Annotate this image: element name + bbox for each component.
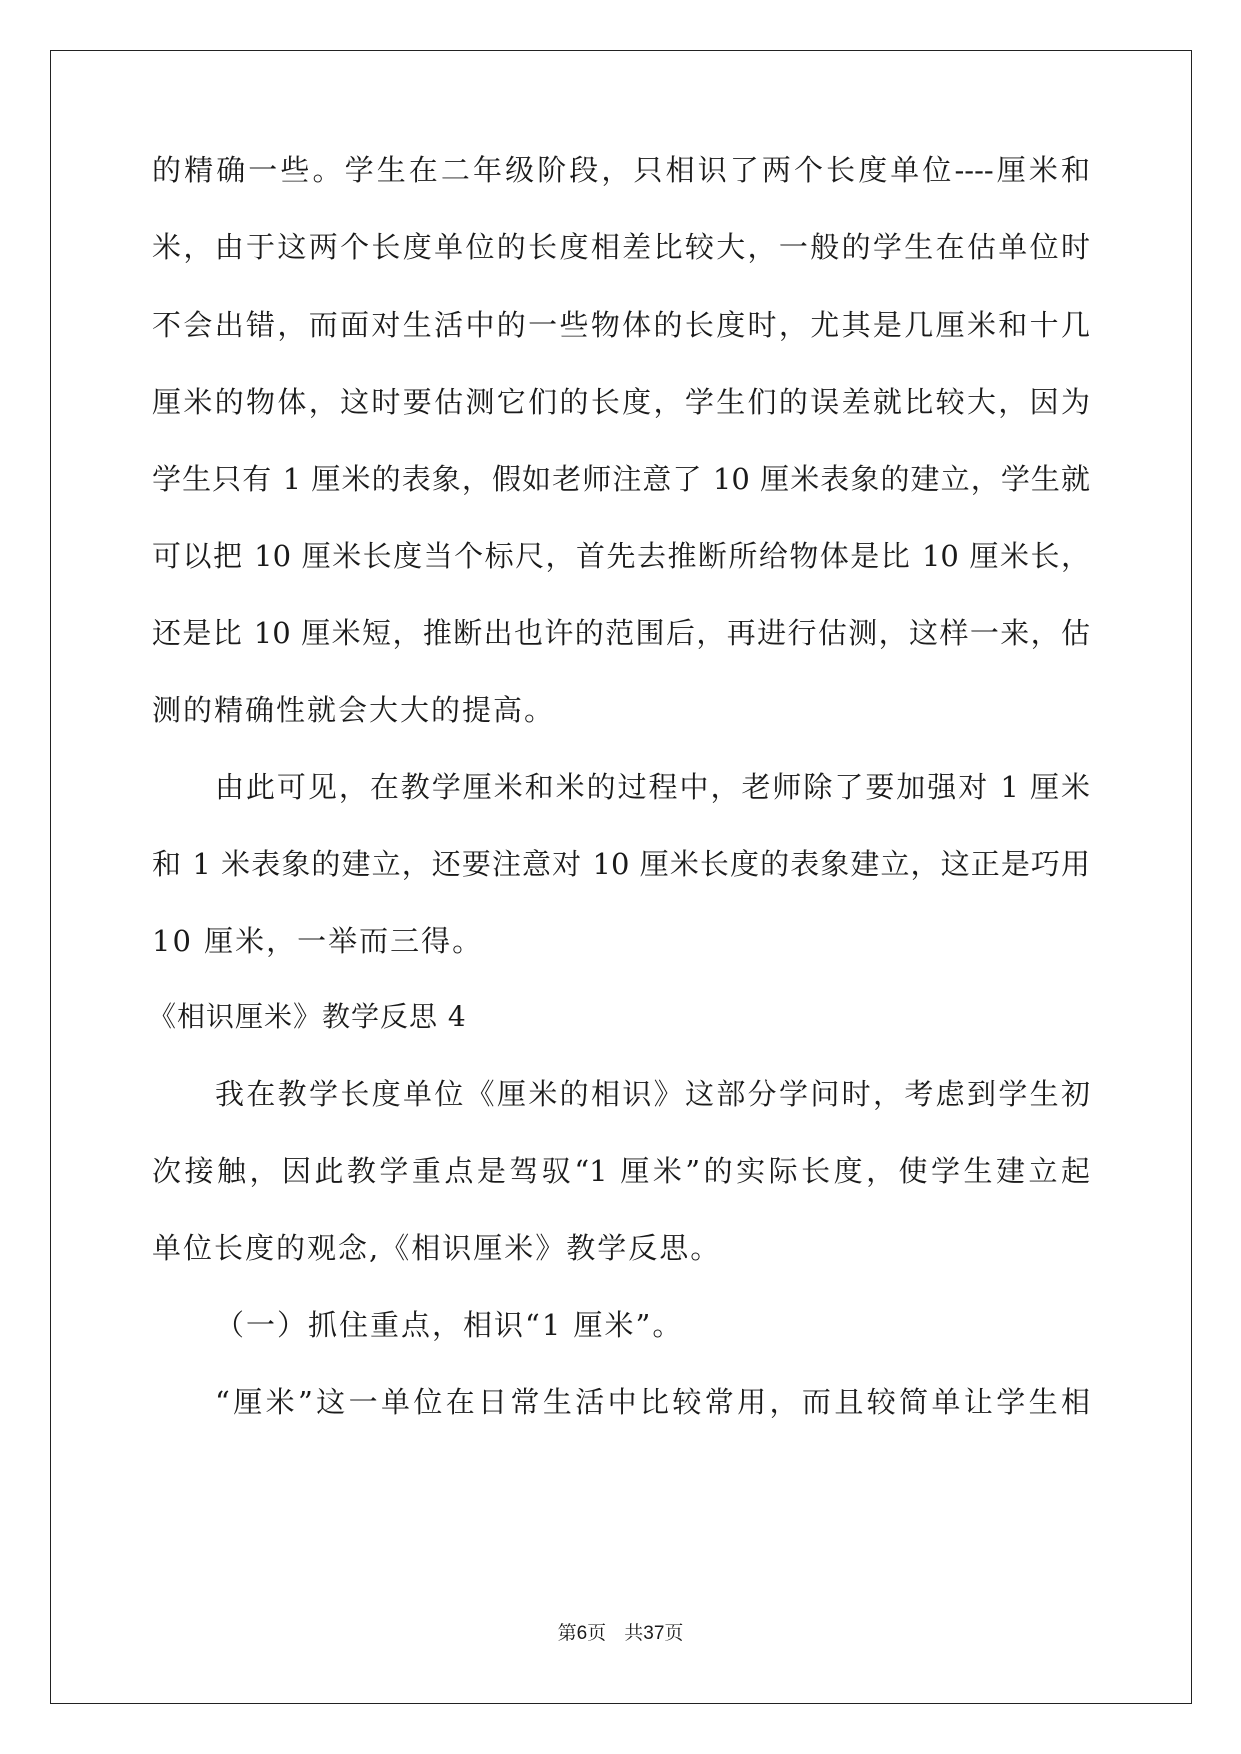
page-footer <box>0 1621 1241 1646</box>
page-mid: 页 共 <box>587 1622 644 1644</box>
body-line: 还是比 10 厘米短，推断出也许的范围后，再进行估测，这样一来，估 <box>152 616 1090 650</box>
page-current: 6 <box>576 1623 588 1644</box>
body-line: 和 1 米表象的建立，还要注意对 10 厘米长度的表象建立，这正是巧用 <box>152 847 1090 881</box>
body-line: 可以把 10 厘米长度当个标尺，首先去推断所给物体是比 10 厘米长， <box>152 539 1090 573</box>
body-line: 10 厘米，一举而三得。 <box>152 924 484 958</box>
subsection-heading: （一）抓住重点，相识“1 厘米”。 <box>215 1308 684 1342</box>
page-total: 37 <box>643 1623 665 1644</box>
body-line: 次接触，因此教学重点是驾驭“1 厘米”的实际长度，使学生建立起 <box>152 1154 1090 1188</box>
body-line: 不会出错，而面对生活中的一些物体的长度时，尤其是几厘米和十几 <box>152 308 1090 342</box>
page-suffix: 页 <box>664 1622 684 1644</box>
page-prefix: 第 <box>557 1622 577 1644</box>
paragraph-first-line: 我在教学长度单位《厘米的相识》这部分学问时，考虑到学生初 <box>215 1077 1090 1111</box>
body-line: 学生只有 1 厘米的表象，假如老师注意了 10 厘米表象的建立，学生就 <box>152 462 1090 496</box>
paragraph-first-line: “厘米”这一单位在日常生活中比较常用，而且较简单让学生相 <box>215 1385 1090 1419</box>
body-line: 的精确一些。学生在二年级阶段，只相识了两个长度单位----厘米和 <box>152 153 1090 187</box>
body-line: 单位长度的观念,《相识厘米》教学反思。 <box>152 1231 722 1265</box>
body-line: 米，由于这两个长度单位的长度相差比较大，一般的学生在估单位时 <box>152 230 1090 264</box>
body-line: 测的精确性就会大大的提高。 <box>152 693 556 727</box>
body-line: 厘米的物体，这时要估测它们的长度，学生们的误差就比较大，因为 <box>152 385 1090 419</box>
section-heading: 《相识厘米》教学反思 4 <box>148 1000 467 1033</box>
paragraph-first-line: 由此可见，在教学厘米和米的过程中，老师除了要加强对 1 厘米 <box>215 770 1090 804</box>
